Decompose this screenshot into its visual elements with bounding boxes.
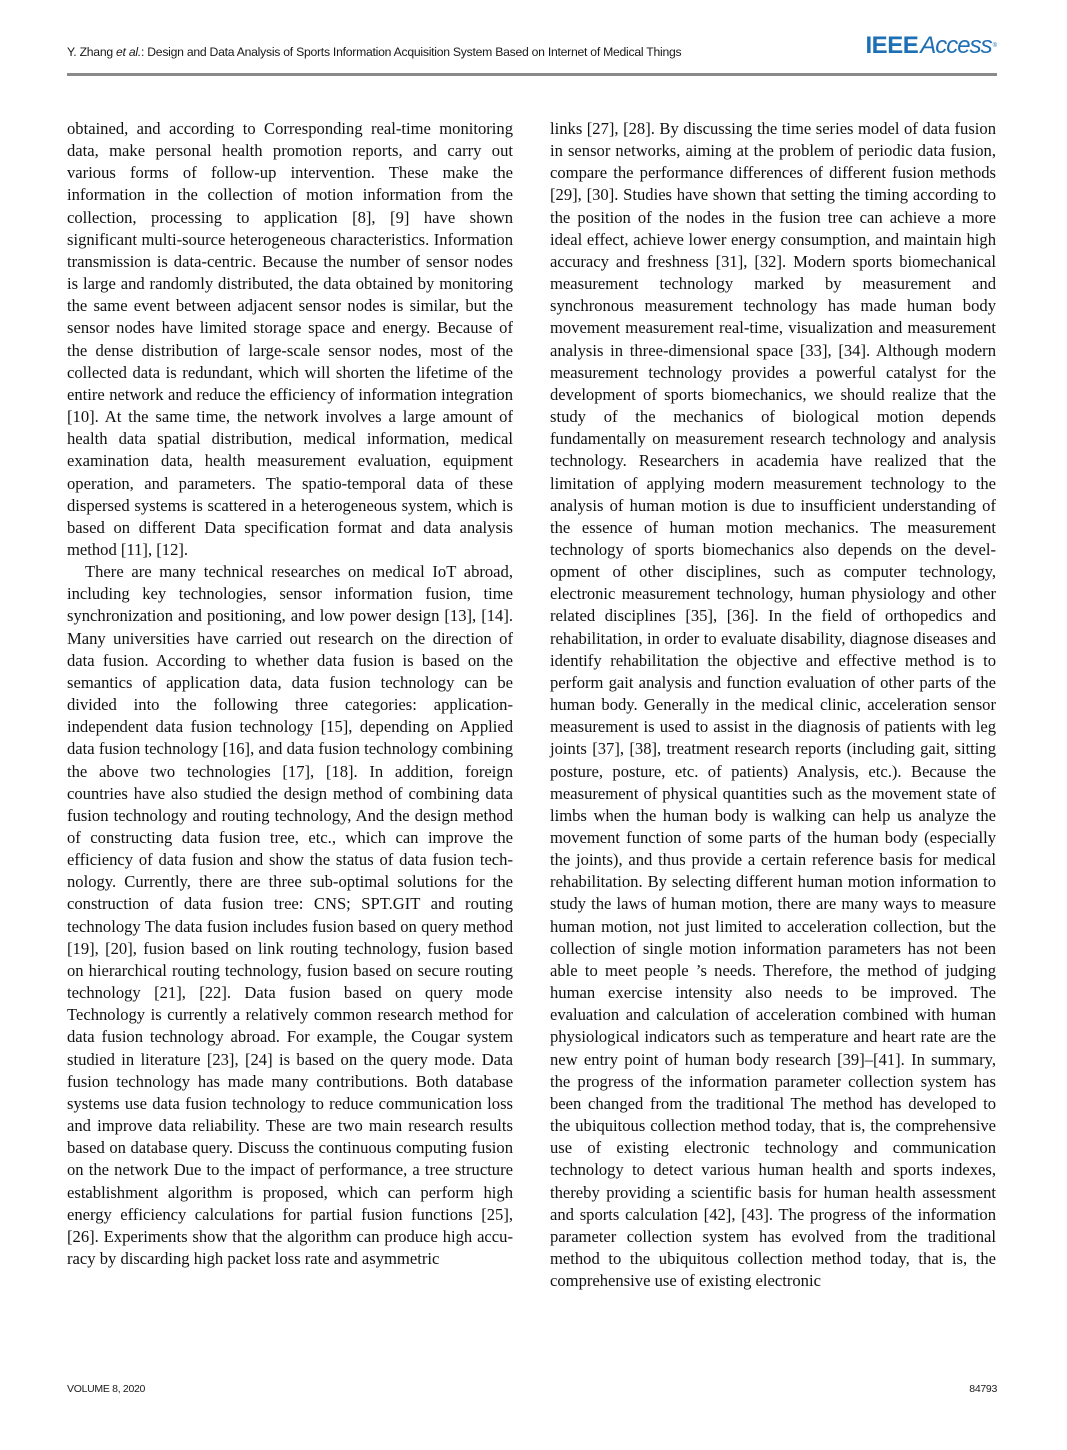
page-number: 84793 (969, 1383, 997, 1395)
running-head-separator: : (140, 45, 148, 59)
running-head (67, 45, 681, 59)
logo-trademark: ® (992, 43, 997, 49)
running-head-et-al: et al. (116, 45, 141, 59)
running-head-authors: Y. Zhang (67, 45, 113, 59)
left-column (67, 118, 513, 1270)
page-header (67, 32, 997, 70)
volume-label: VOLUME 8, 2020 (67, 1383, 146, 1395)
header-rule (67, 73, 997, 76)
left-paragraph-1: obtained, and according to Corresponding real-time monitoring data, make personal health promotion reports, and carry out various forms of follow-up intervention. These make the information in the collection of motion information from the collection, processing to application [8], [9] have shown significant multi-source heterogeneous characteristics. Information transmission is data-centric. Because the number of sensor nodes is large and randomly distributed, the data obtained by monitoring the same event between adjacent sensor nodes is similar, but the sensor nodes have limited storage space and energy. Because of the dense distribution of large-scale sensor nodes, most of the collected data is redundant, which will shorten the lifetime of the entire network and reduce the efficiency of information integration [10]. At the same time, the network involves a large amount of health data spatial distribution, medical information, medical examination data, health measurement evaluation, equipment operation, and parameters. The spatio-temporal data of these dispersed systems is scattered in a heterogeneous system, which is based on different Data specification format and data analysis method [11], [12]. (67, 119, 513, 559)
running-head-title: Design and Data Analysis of Sports Information Acquisition System Based on Internet of Medical Things (147, 45, 682, 59)
logo-access-text: Access (920, 32, 992, 59)
ieee-access-logo (866, 32, 997, 60)
left-paragraph-2: There are many technical researches on medical IoT abroad, including key technologies, sensor information fusion, time synchronization and positioning, and low power design [13], [14]. Many universities have carried out research on the direction of data fusion. According to whether data fusion is based on the semantics of application data, data fusion technology can be divided into the following three categories: application-independent data fusion technology [15], depending on Applied data fusion technology [16], and data fusion technology combining the above two technologies [17], [18]. In addition, foreign countries have also studied the design method of combining data fusion technology and routing technology, And the design method of constructing data fusion tree, etc., which can improve the efficiency of data fusion and show the status of data fusion technology. Currently, there are three sub-optimal solutions for the construction of data fusion tree: CNS; SPT.GIT and routing technology The data fusion includes fusion based on query method [19], [20], fusion based on link routing technology, fusion based on hierarchical routing technology, fusion based on secure routing technology [21], [22]. Data fusion based on query mode Technology is currently a relatively common research method for data fusion technology abroad. For example, the Cougar system studied in literature [23], [24] is based on the query mode. Data fusion technology has made many contributions. Both database systems use data fusion technology to reduce communication loss and improve data reliability. These are two main research results based on database query. Discuss the continuous computing fusion on the network Due to the impact of performance, a tree structure establishment algorithm is proposed, which can perform high energy efficiency calculations for partial fusion functions [25], [26]. Experiments show that the algorithm can produce high accuracy by discarding high packet loss rate and asymmetric (67, 562, 513, 1268)
right-paragraph-1: links [27], [28]. By discussing the time series model of data fusion in sensor networks, aiming at the problem of periodic data fusion, compare the performance differences of different fusion methods [29], [30]. Studies have shown that setting the timing according to the position of the nodes in the fusion tree can achieve a more ideal effect, achieve lower energy consumption, and maintain high accuracy and freshness [31], [32]. Modern sports biomechanical measurement technology marked by measurement and synchronous measurement technology has made human body movement measurement real-time, visualization and measurement analysis in three-dimensional space [33], [34]. Although modern measurement technology provides a powerful catalyst for the development of sports biomechanics, we should realize that the study of the mechanics of biological motion depends fundamentally on measurement research technology and analysis technology. Researchers in academia have realized that the limitation of applying modern measurement technology to the analysis of human motion is due to insufficient understanding of the essence of human motion mechanics. The measurement technology of sports biomechanics also depends on the development of other disciplines, such as computer technology, electronic measurement technology, human physiology and other related disciplines [35], [36]. In the field of orthopedics and rehabilitation, in order to evaluate disability, diagnose diseases and identify rehabilitation the objective and effective method is to perform gait analysis and function evaluation of other parts of the human body. Generally in the medical clinic, acceleration sensor measurement is used to assist in the diagnosis of patients with leg joints [37], [38], treatment research reports (including gait, sitting posture, posture, etc. of patients) Analysis, etc.). Because the measurement of physical quantities such as the movement state of limbs when the human body is walking can help us analyze the movement function of some parts of the human body (especially the joints), and thus provide a certain reference basis for medical rehabilitation. By selecting different human motion information to study the laws of human motion, there are many ways to measure human motion, not just limited to acceleration collection, but the collection of single motion information parameters has not been able to meet people ’s needs. Therefore, the method of judging human exercise intensity also needs to be improved. The evaluation and calculation of acceleration combined with human physiological indicators such as temperature and heart rate are the new entry point of human body research [39]–[41]. In summary, the progress of the information parameter collection system has been changed from the traditional The method has developed to the ubiquitous collection method today, that is, the comprehensive use of existing electronic technology and communication technology to detect various human health and sports indexes, thereby providing a scientific basis for human health assessment and sports calculation [42], [43]. The progress of the information parameter collection system has evolved from the traditional method to the ubiquitous collection method today, that is, the comprehensive use of existing electronic (550, 119, 996, 1291)
logo-ieee-text: IEEE (865, 32, 919, 59)
right-column (550, 118, 996, 1292)
